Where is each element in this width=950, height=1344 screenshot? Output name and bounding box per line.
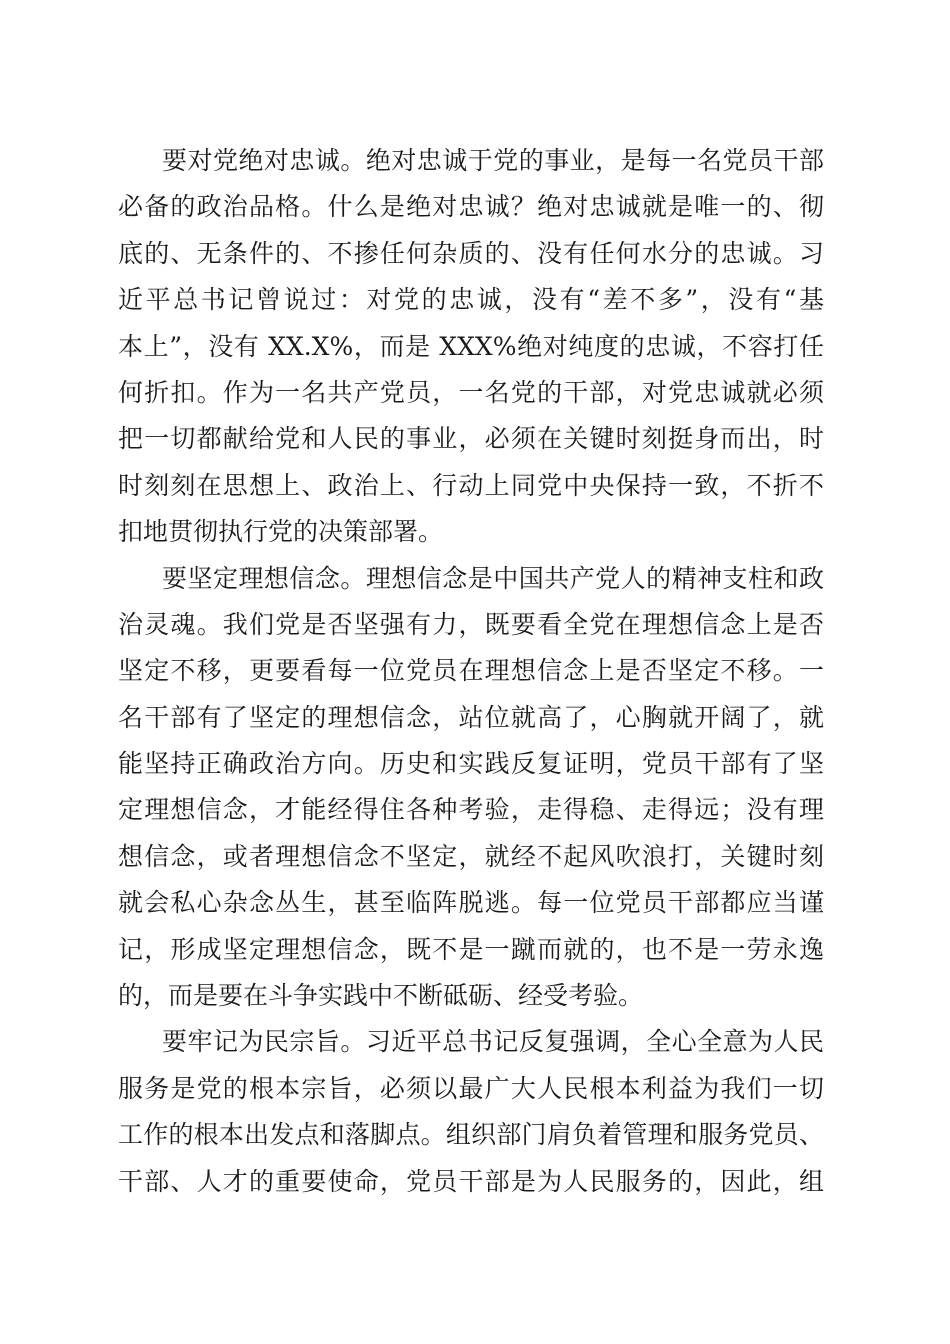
text-line: 想信念，或者理想信念不坚定，就经不起风吹浪打，关键时刻 xyxy=(118,841,824,871)
text-line: 干部、人才的重要使命，党员干部是为人民服务的，因此，组 xyxy=(118,1166,824,1196)
text-line: 的，而是要在斗争实践中不断砥砺、经受考验。 xyxy=(118,981,644,1011)
paragraph-loyalty xyxy=(118,138,824,556)
text-line: 能坚持正确政治方向。历史和实践反复证明，党员干部有了坚 xyxy=(118,749,824,779)
text-line: 要对党绝对忠诚。绝对忠诚于党的事业，是每一名党员干部 xyxy=(162,146,824,175)
text-line: 就会私心杂念丛生，甚至临阵脱逃。每一位党员干部都应当谨 xyxy=(118,888,824,918)
paragraph-ideals xyxy=(118,556,824,1020)
text-line: 底的、无条件的、不掺任何杂质的、没有任何水分的忠诚。习 xyxy=(118,238,824,268)
text-line: 把一切都献给党和人民的事业，必须在关键时刻挺身而出，时 xyxy=(118,424,824,454)
text-line: 名干部有了坚定的理想信念，站位就高了，心胸就开阔了，就 xyxy=(118,702,824,732)
text-line: 要牢记为民宗旨。习近平总书记反复强调，全心全意为人民 xyxy=(162,1027,824,1057)
text-line: 要坚定理想信念。理想信念是中国共产党人的精神支柱和政 xyxy=(162,563,824,593)
text-line: 记，形成坚定理想信念，既不是一蹴而就的，也不是一劳永逸 xyxy=(118,934,824,964)
text-line: 时刻刻在思想上、政治上、行动上同党中央保持一致，不折不 xyxy=(118,470,824,500)
text-line: 本上”，没有 XX.X%，而是 XXX%绝对纯度的忠诚，不容打任 xyxy=(118,331,824,361)
text-line: 治灵魂。我们党是否坚强有力，既要看全党在理想信念上是否 xyxy=(118,609,824,639)
paragraph-people xyxy=(118,1019,824,1205)
text-line: 服务是党的根本宗旨，必须以最广大人民根本利益为我们一切 xyxy=(118,1073,824,1103)
text-line: 何折扣。作为一名共产党员，一名党的干部，对党忠诚就必须 xyxy=(118,377,824,407)
text-line: 必备的政治品格。什么是绝对忠诚？绝对忠诚就是唯一的、彻 xyxy=(118,192,824,222)
text-line: 坚定不移，更要看每一位党员在理想信念上是否坚定不移。一 xyxy=(118,656,824,686)
text-line: 工作的根本出发点和落脚点。组织部门肩负着管理和服务党员、 xyxy=(118,1120,824,1150)
text-line: 定理想信念，才能经得住各种考验，走得稳、走得远；没有理 xyxy=(118,795,824,825)
body-text xyxy=(118,138,824,1205)
text-line: 扣地贯彻执行党的决策部署。 xyxy=(118,517,444,547)
text-line: 近平总书记曾说过：对党的忠诚，没有“差不多”，没有“基 xyxy=(118,285,824,315)
